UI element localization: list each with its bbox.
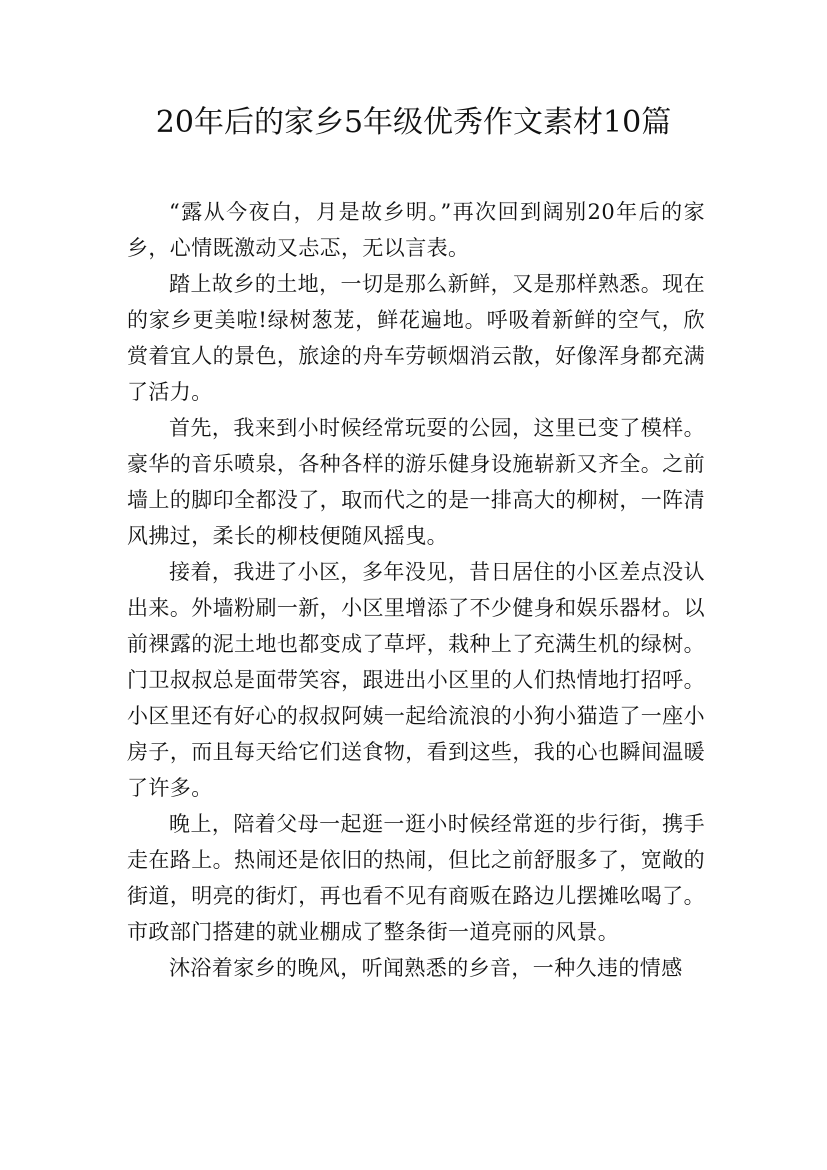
paragraph-6: 沐浴着家乡的晚风，听闻熟悉的乡音，一种久违的情感: [169, 956, 683, 980]
paragraph-3: 首先，我来到小时候经常玩耍的公园，这里已变了模样。豪华的音乐喷泉，各种各样的游乐健身设施崭新又齐全。之前墙上的脚印全都没了，取而代之的是一排高大的柳树，一阵清风拂过，柔长的柳枝便随风摇曳。: [127, 416, 705, 548]
paragraph-5: 晚上，陪着父母一起逛一逛小时候经常逛的步行街，携手走在路上。热闹还是依旧的热闹，但比之前舒服多了，宽敞的街道，明亮的街灯，再也看不见有商贩在路边儿摆摊吆喝了。市政部门搭建的就业棚成了整条街一道亮丽的风景。: [127, 812, 705, 944]
paragraph-1: “露从今夜白，月是故乡明。”再次回到阔别20年后的家乡，心情既激动又忐忑，无以言表。: [127, 200, 705, 260]
paragraph-2: 踏上故乡的土地，一切是那么新鲜，又是那样熟悉。现在的家乡更美啦!绿树葱茏，鲜花遍地。呼吸着新鲜的空气，欣赏着宜人的景色，旅途的舟车劳顿烟消云散，好像浑身都充满了活力。: [127, 272, 705, 404]
paragraph-4: 接着，我进了小区，多年没见，昔日居住的小区差点没认出来。外墙粉刷一新，小区里增添了不少健身和娱乐器材。以前裸露的泥土地也都变成了草坪，栽种上了充满生机的绿树。门卫叔叔总是面带笑容，跟进出小区里的人们热情地打招呼。小区里还有好心的叔叔阿姨一起给流浪的小狗小猫造了一座小房子，而且每天给它们送食物，看到这些，我的心也瞬间温暖了许多。: [127, 560, 705, 800]
document-body: [127, 194, 705, 986]
document-title: 20年后的家乡5年级优秀作文素材10篇: [155, 105, 672, 140]
